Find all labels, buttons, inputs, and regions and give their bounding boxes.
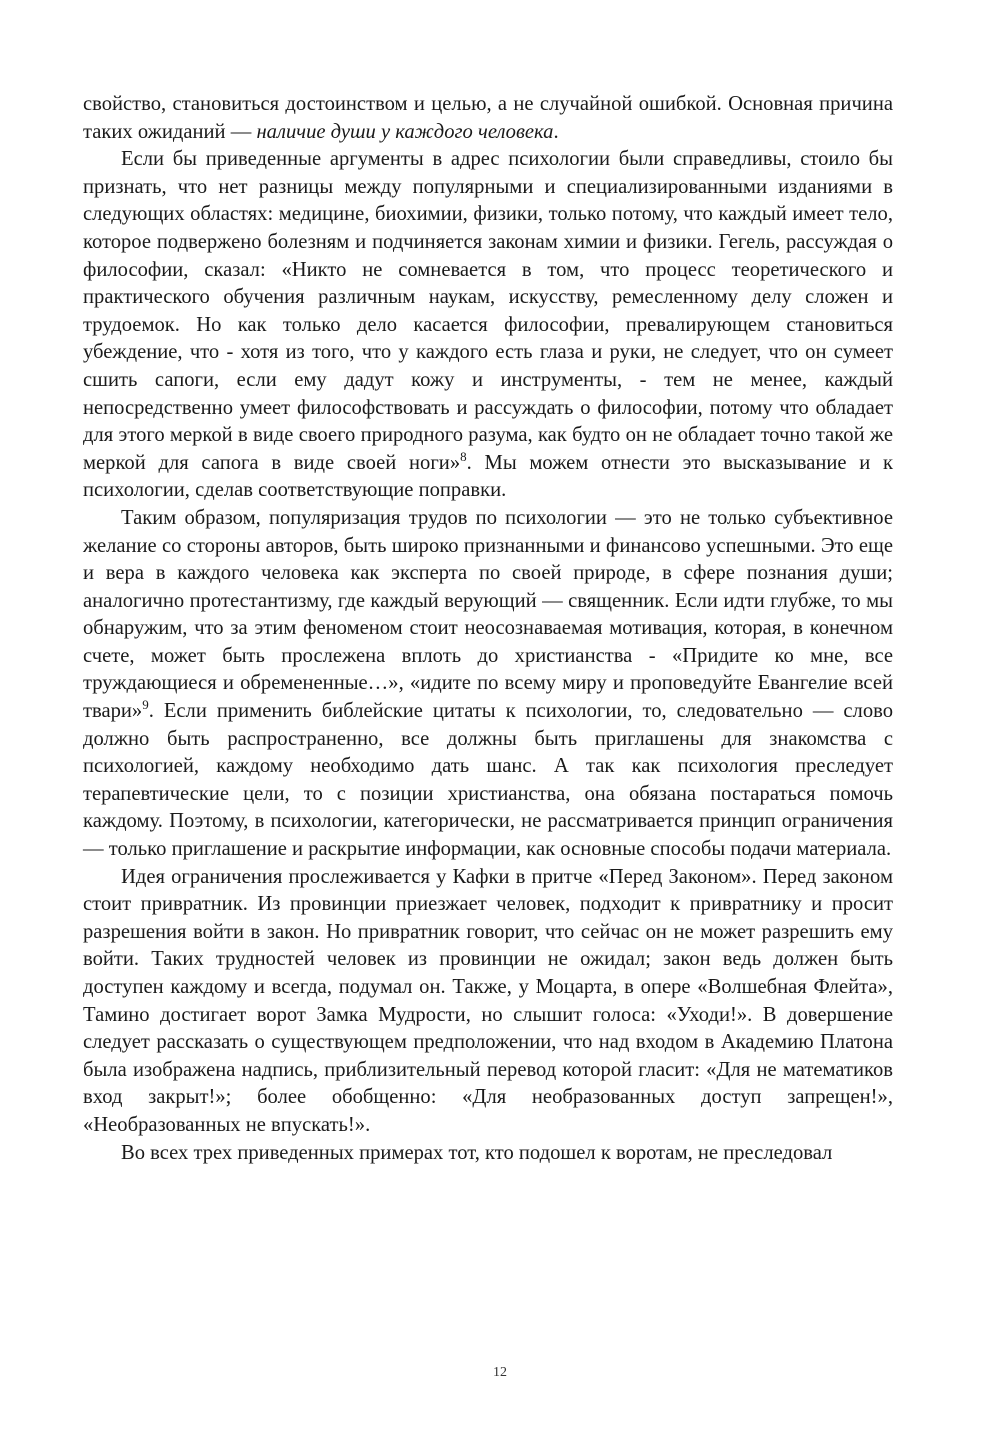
paragraph-5 — [83, 1140, 893, 1168]
page-body — [83, 91, 893, 1167]
italic-run: наличие души у каждого человека — [256, 120, 554, 143]
page-number: 12 — [493, 1365, 507, 1380]
text-run: свойство, становиться достоинством и целью, а не случайной ошибкой. Основная причина таких ожиданий — — [83, 93, 893, 143]
text-run: . Если применить библейские цитаты к психологии, то, следовательно — слово должно быть распространенно, все должны быть приглашены для знакомства с психологией, каждому необходимо дать шанс. А так как психология преследует терапевтические цели, то с позиции христианства, она обязана постараться помочь каждому. Поэтому, в психологии, категорически, не рассматривается принцип ограничения — только приглашение и раскрытие информации, как основные способы подачи материала. — [83, 700, 893, 861]
footnote-ref-9: 9 — [142, 697, 149, 713]
footnote-ref-8: 8 — [460, 448, 467, 464]
paragraph-4 — [83, 864, 893, 1140]
text-run: Во всех трех приведенных примерах тот, кто подошел к воротам, не преследовал — [121, 1141, 833, 1164]
paragraph-1 — [83, 91, 893, 146]
text-run: . — [553, 120, 559, 143]
text-run: . Мы можем отнести это высказывание и к психологии, сделав соответствующие поправки. — [83, 451, 894, 502]
paragraph-3 — [83, 505, 893, 864]
text-run: Идея ограничения прослеживается у Кафки в притче «Перед Законом». Перед законом стоит привратник. Из провинции приезжает человек, подходит к привратнику и просит разрешения войти в закон. Но привратник говорит, что сейчас он не может разрешить ему войти. Таких трудностей человек из провинции не ожидал; закон ведь должен быть доступен каждому и всегда, подумал он. Также, у Моцарта, в опере «Волшебная Флейта», Тамино достигает ворот Замка Мудрости, но слышит голоса: «Уходи!». В довершение следует рассказать о существующем предположении, что над входом в Академию Платона была изображена надпись, приблизительный перевод которой гласит: «Для не математиков вход закрыт!»; более обобщенно: «Для необразованных доступ запрещен!», «Необразованных не впускать!». — [83, 865, 893, 1136]
paragraph-2 — [83, 146, 893, 505]
text-run: Таким образом, популяризация трудов по психологии — это не только субъективное желание со стороны авторов, быть широко признанными и финансово успешными. Это еще и вера в каждого человека как эксперта по своей природе, в сфере познания души; аналогично протестантизму, где каждый верующий — священник. Если идти глубже, то мы обнаружим, что за этим феноменом стоит неосознаваемая мотивация, которая, в конечном счете, может быть прослежена вплоть до христианства - «Придите ко мне, все труждающиеся и обремененные…», «идите по всему миру и проповедуйте Евангелие всей твари» — [83, 506, 893, 723]
text-run: Если бы приведенные аргументы в адрес психологии были справедливы, стоило бы признать, что нет разницы между популярными и специализированными изданиями в следующих областях: медицине, биохимии, физики, только потому, что каждый имеет тело, которое подвержено болезням и подчиняется законам химии и физики. Гегель, рассуждая о философии, сказал: «Никто не сомневается в том, что процесс теоретического и практического обучения различным наукам, искусству, ремесленному делу сложен и трудоемок. Но как только дело касается философии, превалирующем становиться убеждение, что - хотя из того, что у каждого есть глаза и руки, не следует, что он сумеет сшить сапоги, если ему дадут кожу и инструменты, - тем не менее, каждый непосредственно умеет философствовать и рассуждать о философии, потому что обладает для этого меркой в виде своего природного разума, как будто он не обладает точно такой же меркой для сапога в виде своей ноги» — [83, 148, 893, 474]
